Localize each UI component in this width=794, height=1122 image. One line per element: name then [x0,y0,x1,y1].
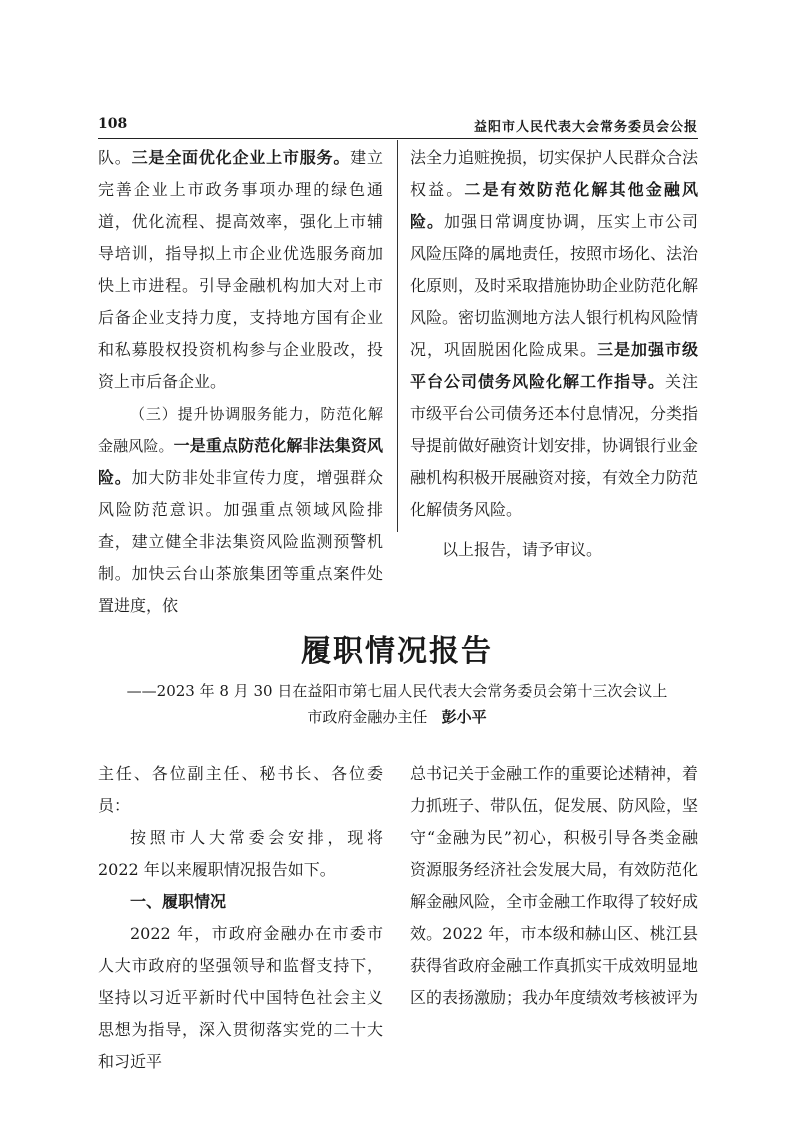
salutation: 主任、各位副主任、秘书长、各位委员： [98,764,383,815]
column-divider [397,140,398,532]
section-heading: 一、履职情况 [130,892,227,911]
paragraph: 2022 年，市政府金融办在市委市人大市政府的坚强领导和监督支持下，坚持以习近平新时代中国特色社会主义思想为指导，深入贯彻落实党的二十大和习近平 [98,924,383,1071]
author-name: 彭小平 [441,708,487,726]
paragraph: 总书记关于金融工作的重要论述精神，着力抓班子、带队伍，促发展、防风险，坚守“金融为民”初心，积极引导各类金融资源服务经济社会发展大局，有效防范化解金融风险，全市金融工作取得了较好成效。2022 年，市本级和赫山区、桃江县获得省政府金融工作真抓实干成效明显地区的表扬激励；我办年度绩效考核被评为 [410,764,699,1007]
top-left-column [98,142,383,622]
paragraph: 按照市人大常委会安排，现将 2022 年以来履职情况报告如下。 [98,828,383,879]
bold-phrase: 三是加强市级平台公司债务风险化解工作指导。 [410,340,698,391]
paragraph: 队。三是全面优化企业上市服务。建立完善企业上市政务事项办理的绿色通道，优化流程、提高效率，强化上市辅导培训，指导拟上市企业优选服务商加快上市进程。引导金融机构加大对上市后备企业支持力度，支持地方国有企业和私募股权投资机构参与企业股改，投资上市后备企业。 [98,148,383,391]
top-right-column [410,142,698,566]
report-title: 履职情况报告 [301,634,493,669]
page-header [98,116,698,139]
closing-line: 以上报告，请予审议。 [442,540,603,559]
page-number: 108 [98,116,128,132]
paragraph: （三）提升协调服务能力，防范化解金融风险。一是重点防范化解非法集资风险。加大防非处非宣传力度，增强群众风险防范意识。加强重点领域风险排查，建立健全非法集资风险监测预警机制。加快云台山茶旅集团等重点案件处置进度，依 [98,405,383,615]
report-author [0,706,794,727]
bottom-left-column [98,758,383,1078]
bottom-right-column [410,758,698,1014]
bold-phrase: 一是重点防范化解非法集资风险。 [98,436,383,487]
bold-phrase: 二是有效防范化解其他金融风险。 [410,180,698,231]
bold-phrase: 三是全面优化企业上市服务。 [131,148,351,167]
report-subtitle: ——2023 年 8 月 30 日在益阳市第七届人民代表大会常务委员会第十三次会议上 [126,682,668,700]
author-role: 市政府金融办主任 [307,708,428,726]
paragraph: 法全力追赃挽损，切实保护人民群众合法权益。二是有效防范化解其他金融风险。加强日常调度协调，压实上市公司风险压降的属地责任，按照市场化、法治化原则，及时采取措施协助企业防范化解风险。密切监测地方法人银行机构风险情况，巩固脱困化险成果。三是加强市级平台公司债务风险化解工作指导。关注市级平台公司债务还本付息情况，分类指导提前做好融资计划安排，协调银行业金融机构积极开展融资对接，有效全力防范化解债务风险。 [410,148,699,519]
running-title: 益阳市人民代表大会常务委员会公报 [473,120,698,135]
